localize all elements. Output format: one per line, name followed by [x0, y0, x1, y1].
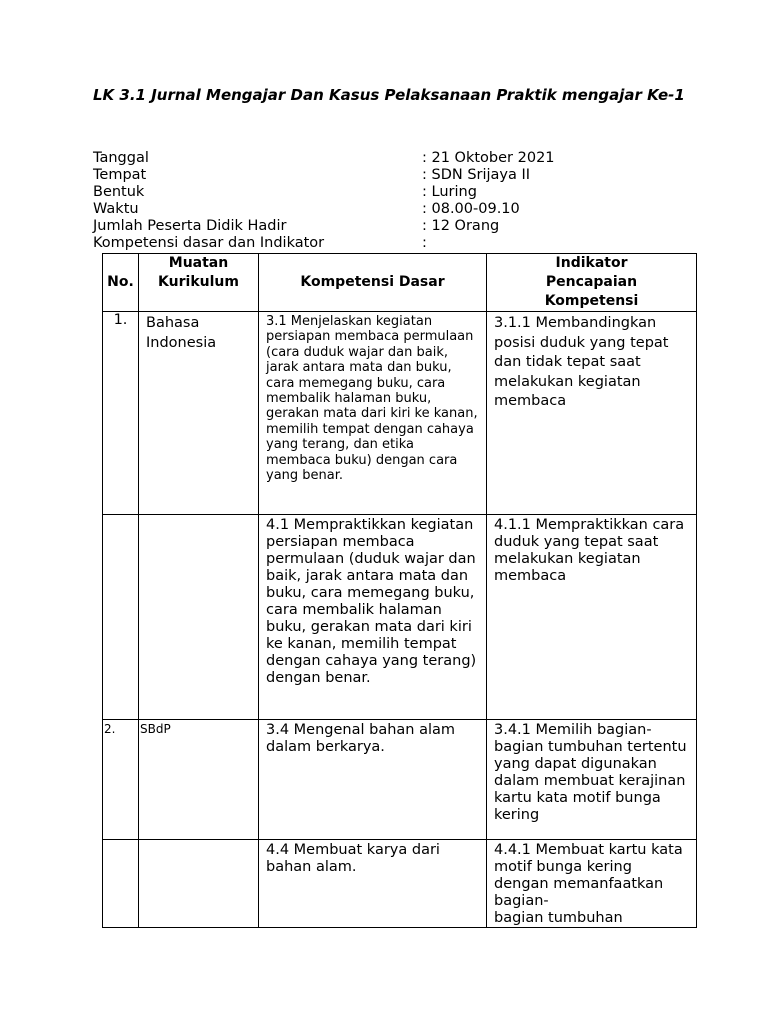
info-row-bentuk — [93, 184, 653, 201]
header-kompetensi-dasar: Kompetensi Dasar — [259, 254, 487, 312]
muatan-text: SBdP — [140, 722, 171, 736]
table-row — [103, 840, 697, 928]
info-label: Tanggal — [93, 150, 149, 166]
info-value: : SDN Srijaya II — [422, 167, 531, 183]
indikator-line: bagian tumbuhan — [494, 910, 623, 926]
kd-cell — [259, 720, 487, 840]
indikator-text — [487, 840, 696, 927]
info-value: : 21 Oktober 2021 — [422, 150, 555, 166]
muatan-cell — [139, 720, 259, 840]
kd-text: 4.4 Membuat karya dari bahan alam. — [266, 842, 440, 875]
table-header-row — [103, 254, 697, 312]
kd-cell — [259, 515, 487, 720]
info-label: Bentuk — [93, 184, 145, 200]
kd-text: 3.1 Menjelaskan kegiatan persiapan membaca permulaan (cara duduk wajar dan baik, jarak antara mata dan buku, cara memegang buku, cara membalik halaman buku, gerakan mata dari kiri ke kanan, memilih tempat dengan cahaya yang terang, dan etika membaca buku) dengan cara yang benar. — [266, 314, 478, 484]
info-value: : Luring — [422, 184, 477, 200]
row-number — [103, 840, 139, 928]
muatan-cell — [139, 840, 259, 928]
kd-text: 4.1 Mempraktikkan kegiatan persiapan membaca permulaan (duduk wajar dan baik, jarak antara mata dan buku, cara memegang buku, cara membalik halaman buku, gerakan mata dari kiri ke kanan, memilih tempat dengan cahaya yang terang) dengan benar. — [266, 517, 477, 686]
info-row-tanggal — [93, 150, 653, 167]
kd-cell — [259, 840, 487, 928]
info-row-kompetensi — [93, 235, 653, 252]
row-number: 1. — [103, 312, 139, 515]
info-label: Kompetensi dasar dan Indikator — [93, 235, 325, 251]
indikator-text: 3.1.1 Membandingkan posisi duduk yang tepat dan tidak tepat saat melakukan kegiatan membaca — [494, 315, 669, 410]
info-label: Jumlah Peserta Didik Hadir — [93, 218, 287, 234]
document-title: LK 3.1 Jurnal Mengajar Dan Kasus Pelaksanaan Praktik mengajar Ke-1 — [93, 86, 685, 104]
info-value: : — [422, 235, 427, 251]
info-value: : 12 Orang — [422, 218, 500, 234]
muatan-cell — [139, 312, 259, 515]
indikator-cell — [487, 720, 697, 840]
header-no: No. — [103, 254, 139, 312]
kd-text: 3.4 Mengenal bahan alam dalam berkarya. — [266, 722, 456, 755]
info-row-waktu — [93, 201, 653, 218]
kd-cell — [259, 312, 487, 515]
indikator-line: 4.4.1 Membuat kartu kata motif bunga kering dengan memanfaatkan bagian- — [494, 842, 683, 909]
info-row-tempat — [93, 167, 653, 184]
indikator-text: 4.1.1 Mempraktikkan cara duduk yang tepat saat melakukan kegiatan membaca — [494, 517, 685, 584]
info-section — [93, 150, 653, 252]
table-row — [103, 312, 697, 515]
info-label: Tempat — [93, 167, 147, 183]
indikator-cell — [487, 840, 697, 928]
info-row-jumlah-peserta — [93, 218, 653, 235]
row-number-text: 2. — [104, 722, 116, 736]
muatan-text: Bahasa Indonesia — [146, 315, 217, 351]
table-row — [103, 720, 697, 840]
row-number — [103, 720, 139, 840]
kompetensi-table — [102, 253, 697, 928]
muatan-cell — [139, 515, 259, 720]
indikator-cell — [487, 515, 697, 720]
table-row — [103, 515, 697, 720]
info-value: : 08.00-09.10 — [422, 201, 520, 217]
info-label: Waktu — [93, 201, 139, 217]
indikator-cell — [487, 312, 697, 515]
header-muatan: Muatan Kurikulum — [139, 254, 259, 312]
indikator-text: 3.4.1 Memilih bagian-bagian tumbuhan tertentu yang dapat digunakan dalam membuat kerajinan kartu kata motif bunga kering — [494, 722, 687, 823]
row-number — [103, 515, 139, 720]
header-indikator: Indikator Pencapaian Kompetensi — [487, 254, 697, 312]
